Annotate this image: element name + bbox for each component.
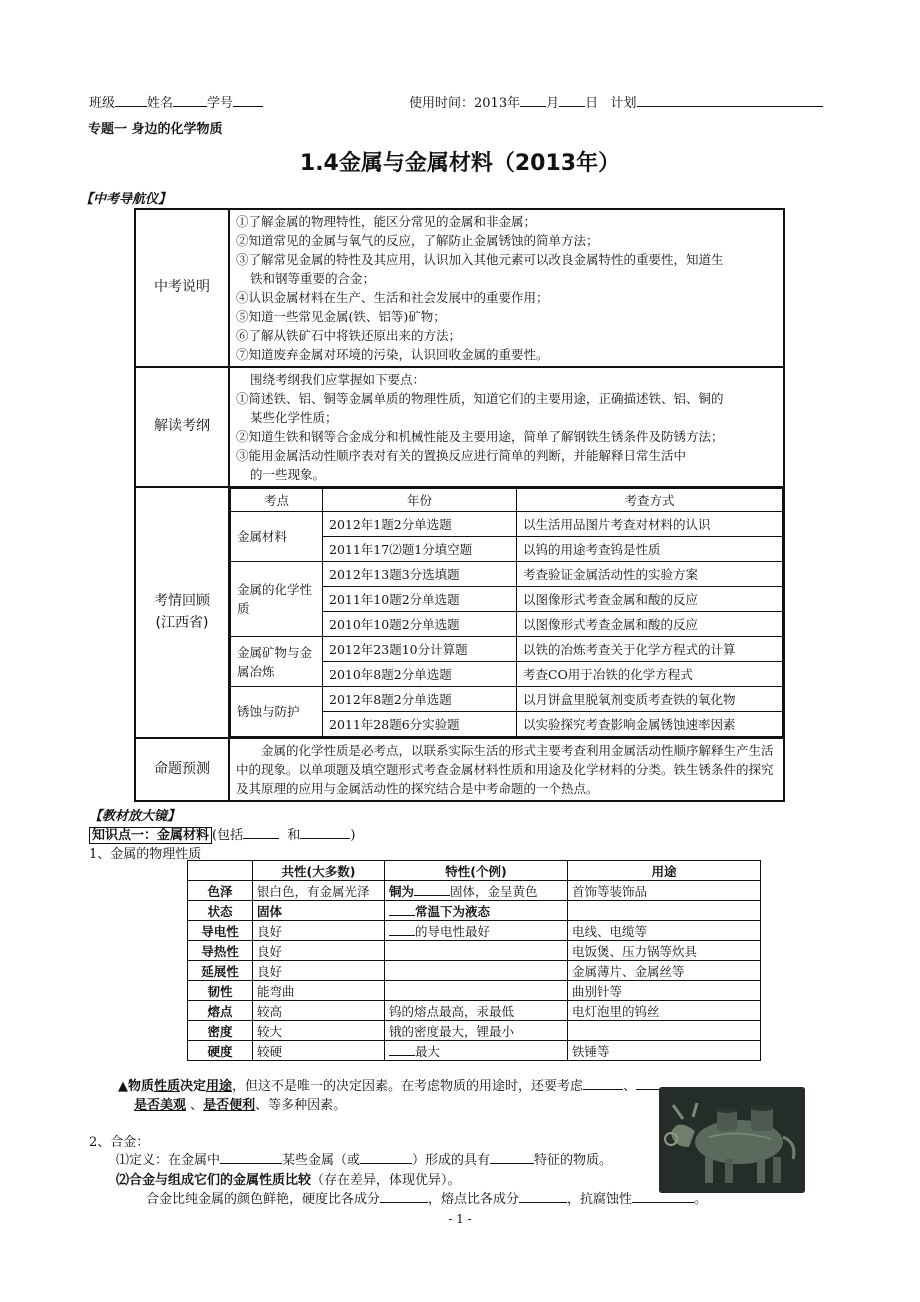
number-field[interactable] — [233, 93, 263, 107]
kp1-blank-1[interactable] — [243, 825, 279, 839]
predict-label: 命题预测 — [135, 738, 229, 801]
table-row: 锈蚀与防护 2012年8题2分单选题 以月饼盒里脱氧剂变质考查铁的氧化物 — [231, 687, 783, 712]
hardness-blank[interactable] — [380, 1189, 428, 1203]
liquid-metal-blank[interactable] — [389, 902, 415, 916]
metal-properties-table — [187, 860, 761, 1061]
alloy-compare-detail: 合金比纯金属的颜色鲜艳，硬度比各成分 ，熔点比各成分 ，抗腐蚀性 。 — [146, 1188, 707, 1207]
alloy-compare: ⑵合金与组成它们的金属性质比较（存在差异，体现优异）。 — [116, 1173, 461, 1188]
review-header-row: 考点 年份 考查方式 — [231, 489, 783, 512]
section-guide-heading: 【中考导航仪】 — [80, 192, 172, 207]
header-left: 班级 姓名 学号 — [89, 92, 263, 111]
sub-heading-alloy: 2、合金： — [89, 1135, 150, 1150]
table-row: 导热性 良好 电饭煲、压力锅等炊具 — [188, 941, 761, 961]
header-right: 使用时间：2013年 月 日 计划 — [409, 92, 823, 111]
topic-label: 专题一 身边的化学物质 — [88, 122, 223, 137]
review-content — [229, 487, 784, 738]
table-row: 熔点 较高 钨的熔点最高，汞最低 电灯泡里的钨丝 — [188, 1001, 761, 1021]
kp1-label: 知识点一：金属材料 — [89, 827, 212, 844]
class-field[interactable] — [115, 93, 147, 107]
table-row: 导电性 良好 的导电性最好 电线、电缆等 — [188, 921, 761, 941]
table-row: 2010年10题2分单选题 以图像形式考查金属和酸的反应 — [231, 612, 783, 637]
month-field[interactable] — [520, 93, 546, 107]
props-header-row: 共性(大多数) 特性(个例) 用途 — [188, 861, 761, 881]
explain-label: 中考说明 — [135, 209, 229, 367]
usage-note: ▲物质性质决定用途，但这不是唯一的决定因素。在考虑物质的用途时，还要考虑 、 — [118, 1075, 689, 1094]
consider-blank-1[interactable] — [583, 1076, 623, 1090]
table-row: 2011年17⑵题1分填空题 以钨的用途考查钨是性质 — [231, 537, 783, 562]
section-textbook-heading: 【教材放大镜】 — [89, 809, 181, 824]
hardest-metal-blank[interactable] — [389, 1042, 415, 1056]
table-row: 金属的化学性质 2012年13题3分选填题 考查验证金属活动性的实验方案 — [231, 562, 783, 587]
copper-color-blank[interactable] — [414, 882, 450, 896]
bronze-vessel-image — [659, 1087, 805, 1193]
melting-point-blank[interactable] — [519, 1189, 567, 1203]
table-row: 金属矿物与金属冶炼 2012年23题10分计算题 以铁的冶炼考查关于化学方程式的计算 — [231, 637, 783, 662]
alloy-definition: ⑴定义：在金属中 某些金属（或 ）形成的具有 特征的物质。 — [116, 1149, 612, 1168]
interpret-content: 围绕考纲我们应掌握如下要点： ①简述铁、铝、铜等金属单质的物理性质，知道它们的主要用途，正确描述铁、铝、铜的 某些化学性质； ②知道生铁和钢等合金成分和机械性能及主要用途，简单了解钢铁生锈条件及防锈方法； ③能用金属活动性顺序表对有关的置换反应进行简单的判断，并能解释日常生活中 的一些现象。 — [229, 367, 784, 487]
table-row: 密度 较大 锇的密度最大，锂最小 — [188, 1021, 761, 1041]
corrosion-blank[interactable] — [632, 1189, 694, 1203]
alloy-blank-3[interactable] — [490, 1150, 534, 1164]
review-table — [230, 488, 783, 737]
kp1-blank-2[interactable] — [300, 825, 350, 839]
exam-guide-table — [134, 208, 785, 802]
table-row: 2011年10题2分单选题 以图像形式考查金属和酸的反应 — [231, 587, 783, 612]
table-row: 延展性 良好 金属薄片、金属丝等 — [188, 961, 761, 981]
alloy-blank-1[interactable] — [220, 1150, 282, 1164]
alloy-blank-2[interactable] — [360, 1150, 412, 1164]
plan-field[interactable] — [637, 93, 823, 107]
usage-note-2: 是否美观 、是否便利、等多种因素。 — [134, 1098, 347, 1113]
table-row: 韧性 能弯曲 曲别针等 — [188, 981, 761, 1001]
conductor-blank[interactable] — [389, 922, 415, 936]
table-row: 2010年8题2分单选题 考查CO用于冶铁的化学方程式 — [231, 662, 783, 687]
table-row: 色泽 银白色，有金属光泽 铜为 固体，金呈黄色 首饰等装饰品 — [188, 881, 761, 901]
table-row: 金属材料 2012年1题2分单选题 以生活用品图片考查对材料的认识 — [231, 512, 783, 537]
name-field[interactable] — [173, 93, 207, 107]
table-row: 硬度 较硬 最大 铁锤等 — [188, 1041, 761, 1061]
page-number: - 1 - — [448, 1212, 472, 1226]
review-label: 考情回顾 (江西省) — [135, 487, 229, 738]
knowledge-point-1: 知识点一：金属材料 (包括 和 ) — [89, 824, 355, 843]
predict-content: 金属的化学性质是必考点，以联系实际生活的形式主要考查利用金属活动性顺序解释生产生活中的现象。以单项题及填空题形式考查金属材料性质和用途及化学材料的分类。铁生锈条件的探究及其原理的应用与金属活动性的探究结合是中考命题的一个热点。 — [229, 738, 784, 801]
day-field[interactable] — [559, 93, 585, 107]
table-row: 状态 固体 常温下为液态 — [188, 901, 761, 921]
sub-heading-physical: 1、金属的物理性质 — [89, 847, 202, 862]
interpret-label: 解读考纲 — [135, 367, 229, 487]
bronze-ox-icon — [659, 1087, 805, 1193]
page-title: 1.4金属与金属材料（2013年） — [299, 151, 621, 176]
table-row: 2011年28题6分实验题 以实验探究考查影响金属锈蚀速率因素 — [231, 712, 783, 737]
explain-content: ①了解金属的物理特性，能区分常见的金属和非金属； ②知道常见的金属与氧气的反应，了解防止金属锈蚀的简单方法； ③了解常见金属的特性及其应用，认识加入其他元素可以改良金属特性的重要性，知道生 铁和钢等重要的合金； ④认识金属材料在生产、生活和社会发展中的重要作用； ⑤知道一些常见金属(铁、铝等)矿物； ⑥了解从铁矿石中将铁还原出来的方法； ⑦知道废弃金属对环境的污染，认识回收金属的重要性。 — [229, 209, 784, 367]
